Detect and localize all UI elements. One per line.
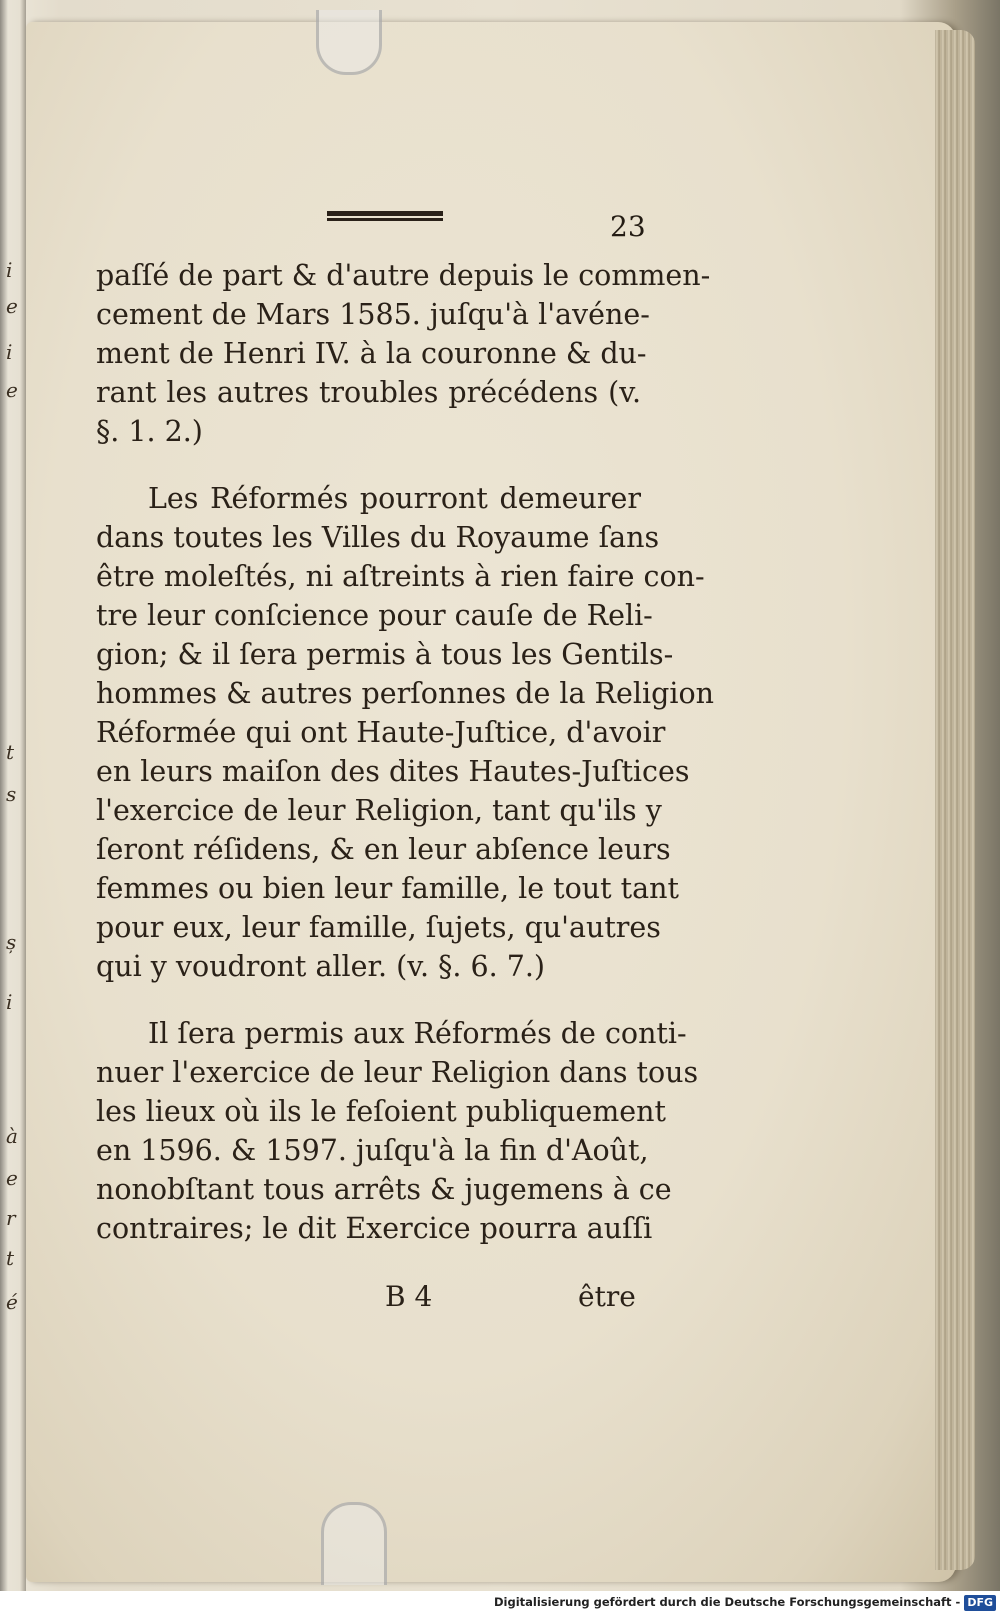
body-text: [96, 256, 714, 1248]
signature-mark: B 4: [385, 1280, 433, 1313]
page-clip-bottom: [321, 1502, 387, 1585]
margin-letter: r: [6, 1206, 16, 1230]
margin-letter: é: [6, 1290, 18, 1314]
facing-page-edge: [0, 0, 26, 1614]
text-line: ment de Henri IV. à la couronne & du-: [96, 337, 647, 370]
catchword: être: [578, 1280, 636, 1313]
paragraph: [96, 256, 711, 451]
margin-letter: à: [6, 1124, 18, 1148]
header-rule: [327, 211, 443, 221]
text-line: §. 1. 2.): [96, 415, 203, 448]
text-line: les lieux où ils le feſoient publiquement: [96, 1095, 666, 1128]
margin-letter: t: [6, 1246, 15, 1270]
text-line: ſeront réſidens, & en leur abſence leurs: [96, 833, 671, 866]
text-line: tre leur conſcience pour cauſe de Reli-: [96, 599, 653, 632]
credit-text: Digitalisierung gefördert durch die Deutsche Forschungsgemeinschaft -: [493, 1595, 961, 1609]
margin-letter: t: [6, 740, 15, 764]
text-line: cement de Mars 1585. juſqu'à l'avéne-: [96, 298, 650, 331]
text-line: hommes & autres perſonnes de la Religion: [96, 677, 714, 710]
margin-letter: ș: [6, 930, 17, 954]
dfg-logo: DFG: [964, 1595, 996, 1611]
page-number: 23: [610, 210, 646, 243]
text-line: Réformée qui ont Haute-Juſtice, d'avoir: [96, 716, 666, 749]
text-line: en leurs maiſon des dites Hautes-Juſtices: [96, 755, 690, 788]
margin-letter: e: [6, 378, 18, 402]
text-line: paſſé de part & d'autre depuis le commen-: [96, 259, 711, 292]
text-line: qui y voudront aller. (v. §. 6. 7.): [96, 950, 546, 983]
text-line: gion; & il ſera permis à tous les Gentils-: [96, 638, 674, 671]
digitization-credit-bar: [0, 1591, 1000, 1614]
margin-letter: e: [6, 294, 18, 318]
text-line: rant les autres troubles précédens (v.: [96, 376, 641, 409]
text-line: l'exercice de leur Religion, tant qu'ils y: [96, 794, 662, 827]
page-stack-edge: [935, 30, 975, 1570]
margin-letter: i: [6, 258, 13, 282]
margin-letter: i: [6, 340, 13, 364]
text-line: dans toutes les Villes du Royaume ſans: [96, 521, 660, 554]
text-line: contraires; le dit Exercice pourra auſſi: [96, 1212, 653, 1245]
paragraph: [96, 479, 714, 986]
page-clip-top: [316, 10, 382, 75]
text-line: pour eux, leur famille, ſujets, qu'autres: [96, 911, 661, 944]
text-line: femmes ou bien leur famille, le tout tant: [96, 872, 679, 905]
text-line: Les Réformés pourront demeurer: [148, 482, 641, 515]
margin-letter: i: [6, 990, 13, 1014]
margin-letter: s: [6, 782, 17, 806]
text-line: être moleſtés, ni aſtreints à rien faire con-: [96, 560, 705, 593]
paragraph: [96, 1014, 699, 1248]
text-line: Il ſera permis aux Réformés de conti-: [148, 1017, 687, 1050]
text-line: en 1596. & 1597. juſqu'à la fin d'Août,: [96, 1134, 649, 1167]
text-line: nonobſtant tous arrêts & jugemens à ce: [96, 1173, 672, 1206]
text-line: nuer l'exercice de leur Religion dans tous: [96, 1056, 699, 1089]
margin-letter: e: [6, 1166, 18, 1190]
